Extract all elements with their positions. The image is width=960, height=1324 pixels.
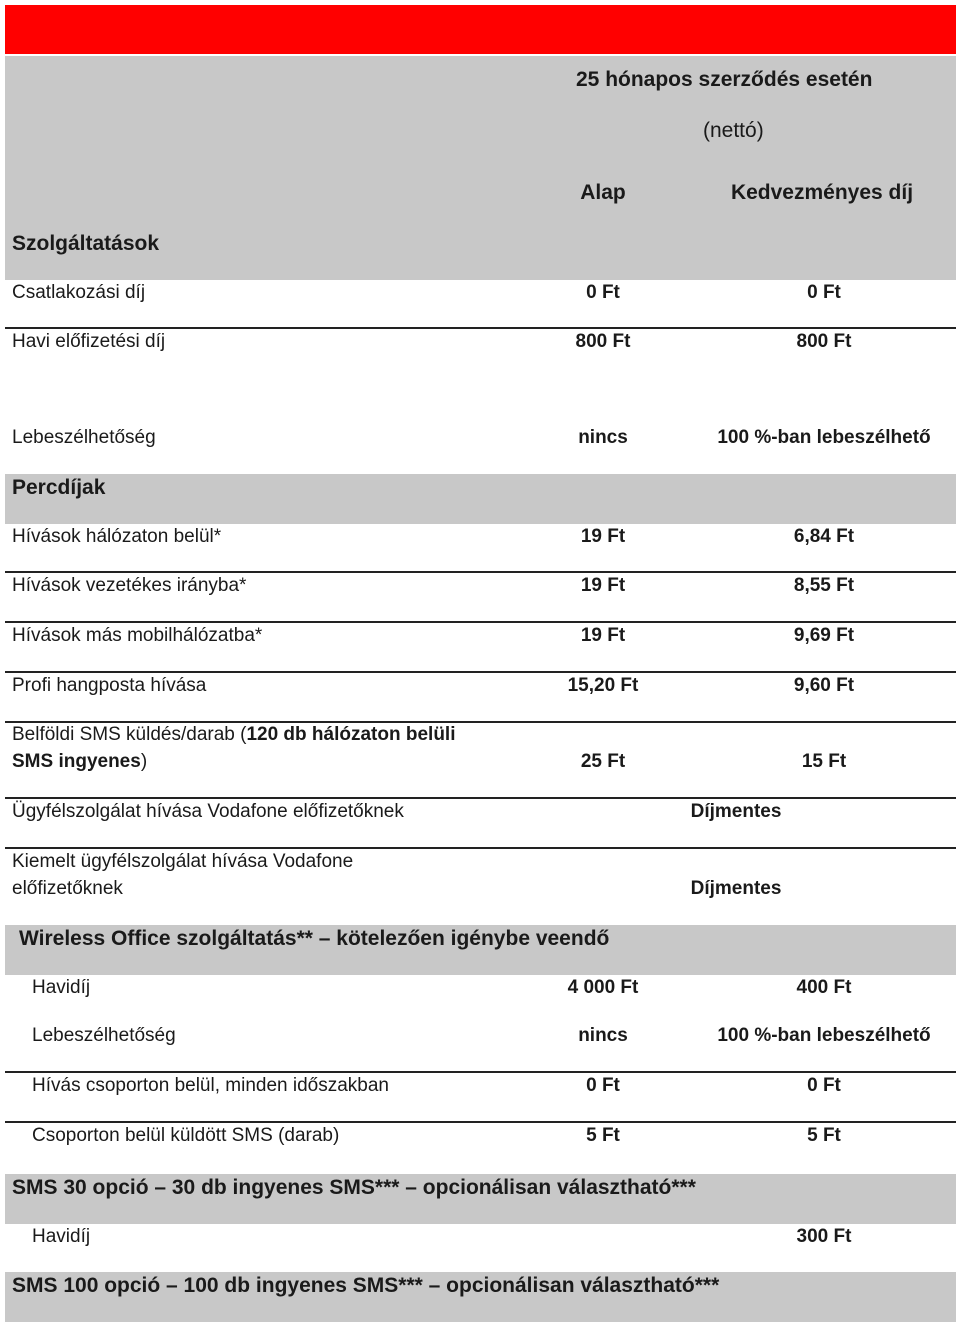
net-note: (nettó) (703, 119, 764, 142)
row-value-alap: 0 Ft (586, 282, 620, 303)
row-label: előfizetőknek (12, 878, 123, 899)
column-header-kedvezmenyes: Kedvezményes díj (730, 181, 914, 204)
row-value-kedvezmenyes: 0 Ft (807, 282, 841, 303)
row-divider (5, 327, 956, 329)
row-divider (5, 847, 956, 849)
row-value-kedvezmenyes: 300 Ft (796, 1226, 852, 1247)
row-divider (5, 1071, 956, 1073)
row-value-span: Díjmentes (690, 801, 782, 822)
sms100-heading: SMS 100 opció – 100 db ingyenes SMS*** – opcionálisan választható*** (12, 1274, 720, 1297)
row-value-alap: 4 000 Ft (567, 977, 639, 998)
row-label: Hívások hálózaton belül* (12, 526, 222, 547)
sms-row-label-line1 (12, 724, 455, 746)
row-value-alap: nincs (578, 427, 628, 448)
sms-row-label-line2 (12, 751, 147, 773)
sms-label-text: ) (140, 751, 148, 772)
row-divider (5, 797, 956, 799)
row-value-kedvezmenyes: 8,55 Ft (793, 575, 855, 596)
row-divider (5, 671, 956, 673)
row-value-alap: 15,20 Ft (567, 675, 639, 696)
row-value-kedvezmenyes: 5 Ft (807, 1125, 841, 1146)
row-value-kedvezmenyes: 100 %-ban lebeszélhető (717, 1025, 931, 1046)
row-label: Csatlakozási díj (12, 282, 146, 303)
row-value-alap: 19 Ft (580, 575, 626, 596)
row-label: Csoporton belül küldött SMS (darab) (32, 1125, 340, 1146)
row-value-alap: 800 Ft (575, 331, 631, 352)
services-heading: Szolgáltatások (12, 232, 160, 255)
row-label: Havi előfizetési díj (12, 331, 166, 352)
row-divider (5, 1121, 956, 1123)
row-value-kedvezmenyes: 400 Ft (796, 977, 852, 998)
sms-label-text: Belföldi SMS küldés/darab ( (12, 724, 247, 745)
row-label: Havidíj (32, 1226, 91, 1247)
row-value-alap: 19 Ft (580, 526, 626, 547)
percdijak-heading: Percdíjak (12, 476, 106, 499)
row-divider (5, 621, 956, 623)
row-value-alap: 0 Ft (586, 1075, 620, 1096)
top-red-bar (5, 5, 956, 54)
row-label: Hívások más mobilhálózatba* (12, 625, 263, 646)
row-label: Hívás csoporton belül, minden időszakban (32, 1075, 389, 1096)
row-value-kedvezmenyes: 6,84 Ft (793, 526, 855, 547)
row-divider (5, 721, 956, 723)
row-value-kedvezmenyes: 9,69 Ft (793, 625, 855, 646)
contract-title: 25 hónapos szerződés esetén (576, 68, 873, 91)
row-label: Ügyfélszolgálat hívása Vodafone előfizetőknek (12, 801, 404, 822)
row-label: Lebeszélhetőség (32, 1025, 176, 1046)
row-label: Havidíj (32, 977, 91, 998)
row-value-kedvezmenyes: 800 Ft (796, 331, 852, 352)
wireless-heading: Wireless Office szolgáltatás** – kötelezően igénybe veendő (19, 927, 610, 950)
row-value-kedvezmenyes: 0 Ft (807, 1075, 841, 1096)
sms30-heading: SMS 30 opció – 30 db ingyenes SMS*** – opcionálisan választható*** (12, 1176, 696, 1199)
row-label: Kiemelt ügyfélszolgálat hívása Vodafone (12, 851, 354, 872)
row-value-kedvezmenyes: 9,60 Ft (793, 675, 855, 696)
sms-label-bold: 120 db hálózaton belüli (246, 724, 456, 745)
row-value-alap: 25 Ft (580, 751, 626, 772)
percdijak-band (5, 474, 956, 524)
row-value-span: Díjmentes (690, 878, 782, 899)
row-label: Hívások vezetékes irányba* (12, 575, 247, 596)
row-value-alap: 19 Ft (580, 625, 626, 646)
column-header-alap: Alap (580, 181, 626, 204)
row-value-alap: nincs (578, 1025, 628, 1046)
row-label: Lebeszélhetőség (12, 427, 156, 448)
sms-label-bold: SMS ingyenes (12, 751, 141, 772)
row-value-kedvezmenyes: 15 Ft (801, 751, 847, 772)
row-label: Profi hangposta hívása (12, 675, 207, 696)
row-value-alap: 5 Ft (586, 1125, 620, 1146)
row-value-kedvezmenyes: 100 %-ban lebeszélhető (717, 427, 931, 448)
row-divider (5, 571, 956, 573)
